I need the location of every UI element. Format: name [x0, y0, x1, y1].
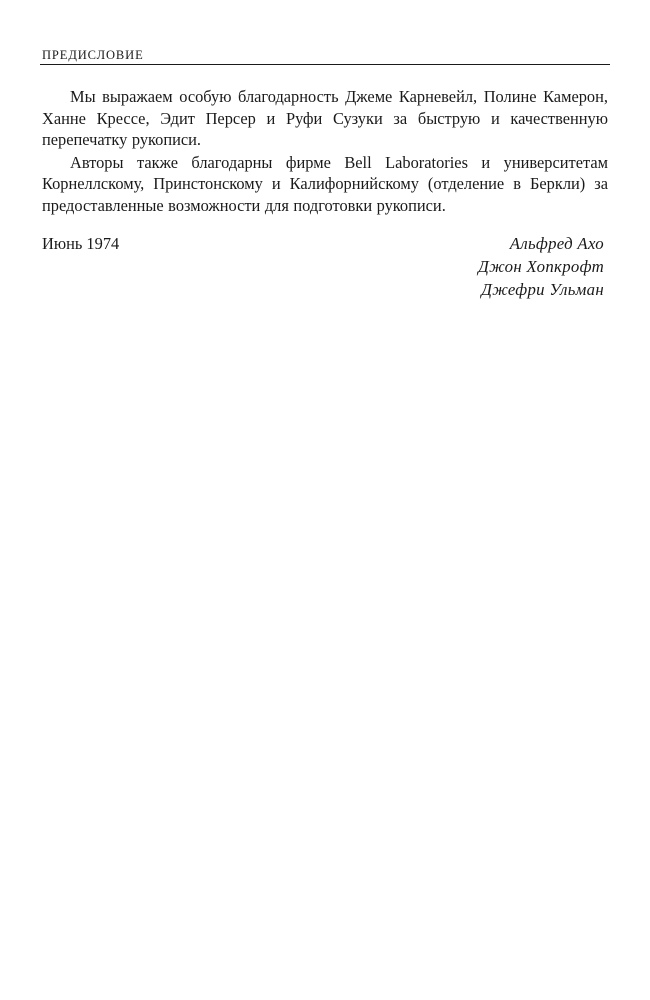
- running-head: ПРЕДИСЛОВИЕ: [42, 48, 144, 62]
- body-text: [42, 86, 608, 216]
- paragraph-2: Авторы также благодарны фирме Bell Laboratories и университетам Корнеллскому, Принстонскому и Калифорнийскому (отделение в Беркли) за предоставленные возможности для подготовки рукописи.: [42, 152, 608, 215]
- header-rule: [40, 64, 610, 65]
- author-name: Альфред Ахо: [509, 234, 604, 253]
- signature-block: [42, 232, 608, 301]
- paragraph-1: Мы выражаем особую благодарность Джеме Карневейл, Полине Камерон, Ханне Крессе, Эдит Персер и Руфи Сузуки за быструю и качественную перепечатку рукописи.: [42, 87, 608, 149]
- page-header: [40, 48, 610, 65]
- signature-date: Июнь 1974: [42, 234, 120, 253]
- author-name: Джефри Ульман: [481, 280, 604, 299]
- author-name: Джон Хопкрофт: [478, 257, 604, 276]
- signature-authors: [478, 232, 608, 301]
